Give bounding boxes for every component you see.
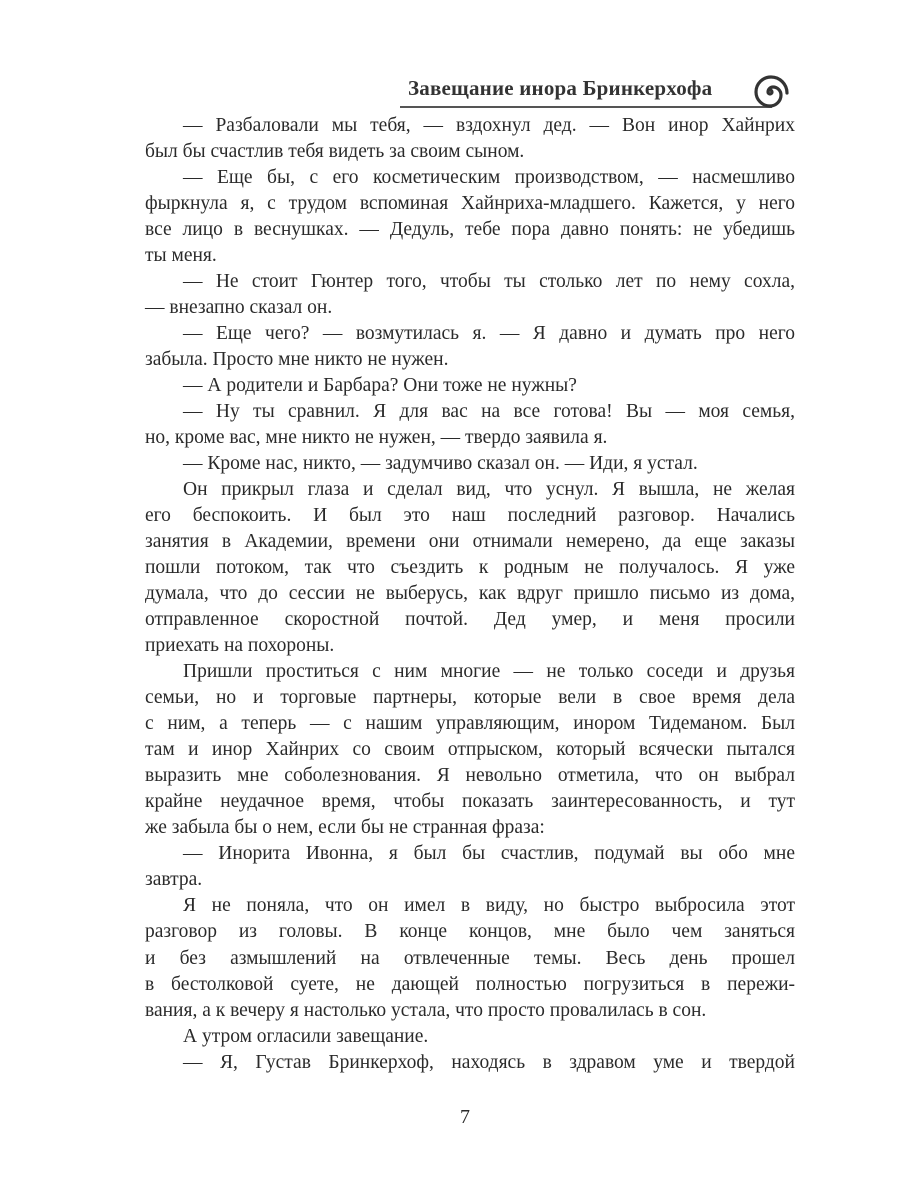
spiral-ornament-icon: [750, 72, 790, 112]
text-line: ты меня.: [145, 245, 217, 267]
text-line: выразить мне соболезнования. Я невольно отметила, что он выбрал: [145, 765, 795, 787]
text-line: — Не стоит Гюнтер того, чтобы ты столько лет по нему сохла,: [183, 271, 795, 293]
text-line: занятия в Академии, времени они отнимали немерено, да еще заказы: [145, 531, 795, 553]
text-line: семьи, но и торговые партнеры, которые вели в свое время дела: [145, 687, 795, 709]
text-line: А утром огласили завещание.: [183, 1025, 429, 1047]
text-line: — Кроме нас, никто, — задумчиво сказал он. — Иди, я устал.: [183, 453, 698, 475]
text-line: — Еще чего? — возмутилась я. — Я давно и думать про него: [183, 323, 795, 345]
text-line: пошли потоком, так что съездить к родным не получалось. Я уже: [145, 557, 795, 579]
page-number: 7: [460, 1106, 470, 1128]
text-line: был бы счастлив тебя видеть за своим сыном.: [145, 141, 525, 163]
text-line: — внезапно сказал он.: [145, 297, 333, 319]
text-line: с ним, а теперь — с нашим управляющим, инором Тидеманом. Был: [145, 713, 795, 735]
text-line: думала, что до сессии не выберусь, как вдруг пришло письмо из дома,: [145, 583, 795, 605]
text-line: же забыла бы о нем, если бы не странная фраза:: [145, 817, 545, 839]
text-line: отправленное скоростной почтой. Дед умер, и меня просили: [145, 609, 795, 631]
text-line: вания, а к вечеру я настолько устала, что просто провалилась в сон.: [145, 999, 707, 1021]
text-line: и без азмышлений на отвлеченные темы. Весь день прошел: [145, 947, 795, 969]
text-line: приехать на похороны.: [145, 635, 335, 657]
text-line: все лицо в веснушках. — Дедуль, тебе пора давно понять: не убедишь: [145, 219, 795, 241]
text-line: Я не поняла, что он имел в виду, но быстро выбросила этот: [183, 895, 795, 917]
running-header-title: Завещание инора Бринкерхофа: [408, 76, 713, 100]
text-line: Он прикрыл глаза и сделал вид, что уснул. Я вышла, не желая: [183, 479, 795, 501]
text-line: — Ну ты сравнил. Я для вас на все готова! Вы — моя семья,: [183, 401, 795, 423]
text-line: но, кроме вас, мне никто не нужен, — твердо заявила я.: [145, 427, 608, 449]
text-line: завтра.: [145, 869, 203, 891]
text-line: — Я, Густав Бринкерхоф, находясь в здравом уме и твердой: [183, 1051, 795, 1073]
text-line: — Разбаловали мы тебя, — вздохнул дед. — Вон инор Хайнрих: [183, 115, 795, 136]
text-line: разговор из головы. В конце концов, мне было чем заняться: [145, 921, 795, 943]
body-text: [145, 113, 795, 1076]
text-line: его беспокоить. И был это наш последний разговор. Начались: [145, 505, 795, 527]
text-line: фыркнула я, с трудом вспоминая Хайнриха-младшего. Кажется, у него: [145, 193, 795, 215]
text-line: крайне неудачное время, чтобы показать заинтересованность, и тут: [145, 791, 795, 813]
text-line: в бестолковой суете, не дающей полностью погрузиться в пережи-: [145, 973, 795, 995]
text-line: там и инор Хайнрих со своим отпрыском, который всячески пытался: [145, 739, 795, 761]
header-rule: [400, 106, 772, 108]
text-line: — Инорита Ивонна, я был бы счастлив, подумай вы обо мне: [183, 843, 795, 865]
running-header: [400, 70, 790, 110]
text-line: забыла. Просто мне никто не нужен.: [145, 349, 449, 371]
text-line: Пришли проститься с ним многие — не только соседи и друзья: [183, 661, 795, 683]
text-line: — Еще бы, с его косметическим производством, — насмешливо: [183, 167, 795, 189]
text-line: — А родители и Барбара? Они тоже не нужны?: [183, 375, 577, 397]
